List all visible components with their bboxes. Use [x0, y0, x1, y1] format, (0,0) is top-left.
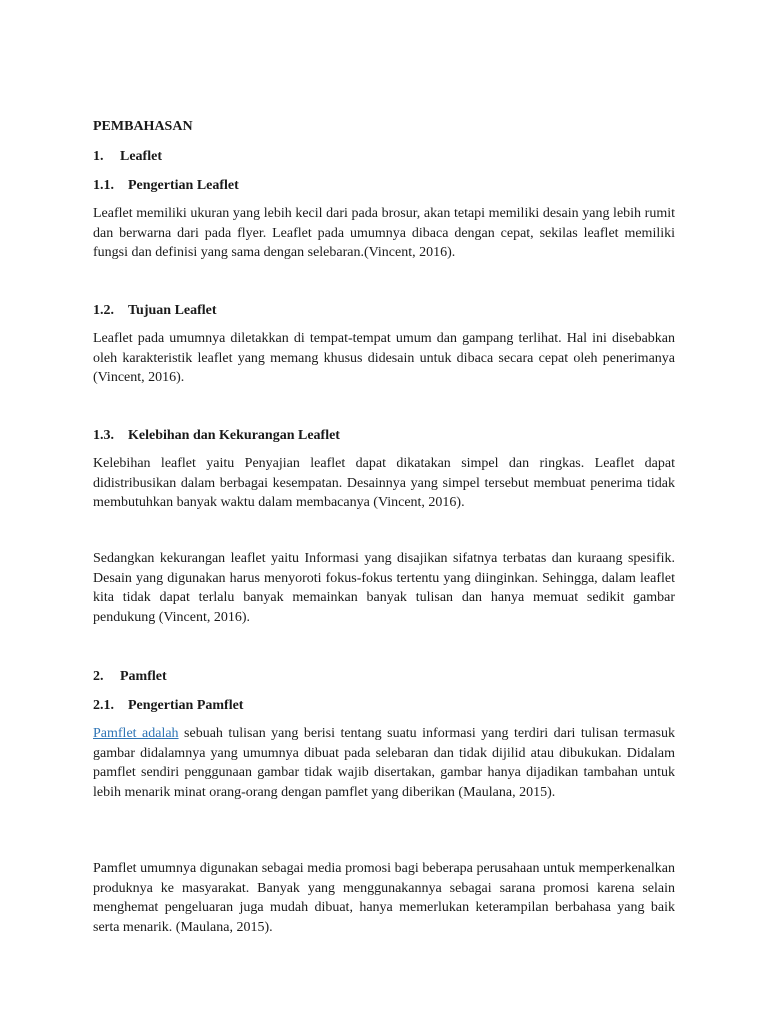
- section-1-1-paragraph: Leaflet memiliki ukuran yang lebih kecil dari pada brosur, akan tetapi memiliki desain yang lebih rumit dan berwarna dari pada flyer. Leaflet pada umumnya dibaca dengan cepat, sekilas leaflet memiliki fungsi dan definisi yang sama dengan selebaran.(Vincent, 2016).: [93, 206, 675, 260]
- section-1-number: 1.: [93, 149, 104, 164]
- section-1-3-heading: [93, 426, 340, 445]
- section-1-3-paragraph-2: Sedangkan kekurangan leaflet yaitu Informasi yang disajikan sifatnya terbatas dan kuraang spesifik. Desain yang digunakan harus menyoroti fokus-fokus tertentu yang diinginkan. Sehingga, dalam leaflet kita tidak dapat terlalu banyak memainkan banyak tulisan dan hanya memuat sedikit gambar pendukung (Vincent, 2016).: [93, 551, 675, 625]
- section-1-2-paragraph: Leaflet pada umumnya diletakkan di tempat-tempat umum dan gampang terlihat. Hal ini disebabkan oleh karakteristik leaflet yang memang khusus didesain untuk dibaca secara cepat oleh penerimanya (Vincent, 2016).: [93, 331, 675, 385]
- section-1-1-number: 1.1.: [93, 178, 114, 193]
- pamflet-adalah-link[interactable]: Pamflet adalah: [93, 726, 179, 741]
- section-1-2-number: 1.2.: [93, 303, 114, 318]
- section-1-1-title: Pengertian Leaflet: [128, 178, 239, 193]
- section-2-1-paragraph-2: Pamflet umumnya digunakan sebagai media promosi bagi beberapa perusahaan untuk memperkenalkan produknya ke masyarakat. Banyak yang menggunakannya sebagai sarana promosi karena selain menghemat pengeluaran juga mudah dibuat, hanya memerlukan keterampilan berbahasa yang baik serta menarik. (Maulana, 2015).: [93, 861, 675, 935]
- section-1-3-number: 1.3.: [93, 428, 114, 443]
- section-2-1-paragraph: [93, 724, 675, 802]
- section-2-1-title: Pengertian Pamflet: [128, 698, 244, 713]
- section-2-1-heading: [93, 696, 243, 715]
- section-2-number: 2.: [93, 669, 104, 684]
- section-1-title: Leaflet: [120, 149, 162, 164]
- section-1-3-title: Kelebihan dan Kekurangan Leaflet: [128, 428, 340, 443]
- section-1-heading: [93, 147, 162, 166]
- section-2-1-paragraph-text: sebuah tulisan yang berisi tentang suatu informasi yang terdiri dari tulisan termasuk gambar didalamnya yang umumnya dibuat pada selebaran dan tidak dijilid atau dibukukan. Didalam pamflet sendiri penggunaan gambar tidak wajib disertakan, gambar hanya dijadikan tambahan untuk lebih menarik minat orang-orang dengan pamflet yang diberikan (Maulana, 2015).: [93, 726, 676, 800]
- section-2-title: Pamflet: [120, 669, 167, 684]
- section-1-2-title: Tujuan Leaflet: [128, 303, 217, 318]
- section-1-1-heading: [93, 176, 239, 195]
- section-2-heading: [93, 667, 167, 686]
- main-title: PEMBAHASAN: [93, 119, 193, 134]
- section-1-3-paragraph: Kelebihan leaflet yaitu Penyajian leaflet dapat dikatakan simpel dan ringkas. Leaflet dapat didistribusikan dalam berbagai kesempatan. Desainnya yang simpel tersebut membuat penerima tidak membutuhkan banyak waktu dalam membacanya (Vincent, 2016).: [93, 456, 675, 510]
- section-1-2-heading: [93, 301, 217, 320]
- section-2-1-number: 2.1.: [93, 698, 114, 713]
